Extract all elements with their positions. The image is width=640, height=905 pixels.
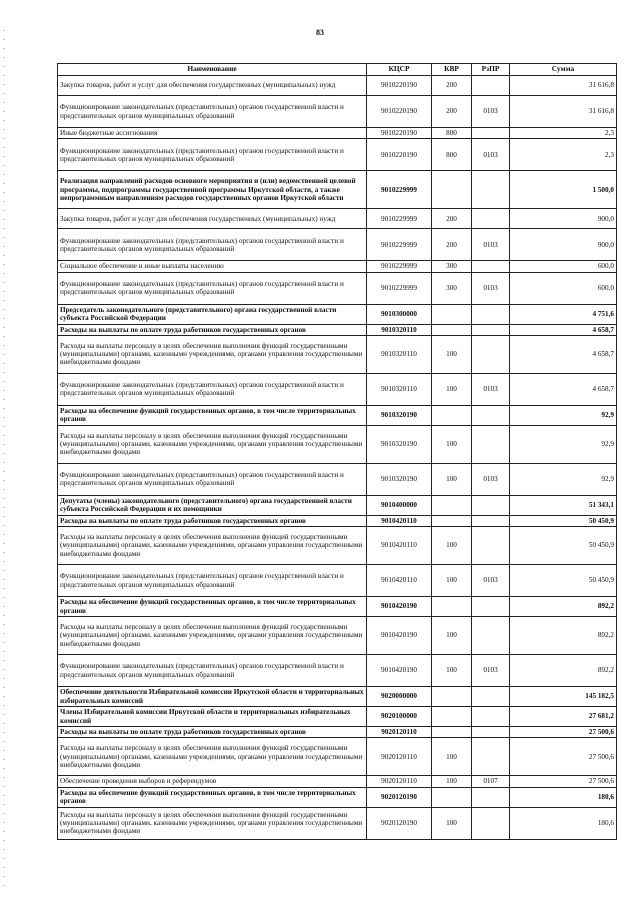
row-kvr [432, 304, 472, 324]
row-rzpr [472, 687, 510, 707]
table-body [58, 76, 617, 840]
row-name: Обеспечение проведения выборов и референдумов [58, 776, 367, 787]
row-kcsr: 9010229999 [367, 229, 432, 261]
row-kvr [432, 171, 472, 209]
table-row [58, 76, 617, 96]
header-rzpr: РзПР [472, 64, 510, 76]
row-sum: 892,2 [510, 655, 617, 687]
row-kvr [432, 707, 472, 727]
row-kvr [432, 787, 472, 807]
table-row [58, 495, 617, 515]
row-name: Члены Избирательной комиссии Иркутской области и территориальных избирательных комиссий [58, 707, 367, 727]
row-sum: 180,6 [510, 807, 617, 839]
table-row [58, 425, 617, 463]
row-name: Социальное обеспечение и иные выплаты населению [58, 261, 367, 272]
row-rzpr [472, 128, 510, 139]
row-name: Обеспечение деятельности Избирательной комиссии Иркутской области и территориальных избирательных комиссий [58, 687, 367, 707]
row-rzpr: 0103 [472, 272, 510, 304]
row-name: Расходы на обеспечение функций государственных органов, в том числе территориальных органов [58, 787, 367, 807]
row-sum: 145 182,5 [510, 687, 617, 707]
row-rzpr: 0103 [472, 229, 510, 261]
row-kvr: 200 [432, 209, 472, 229]
table-row [58, 139, 617, 171]
row-kvr: 100 [432, 565, 472, 597]
row-sum: 4 658,7 [510, 324, 617, 335]
table-row [58, 405, 617, 425]
row-name: Расходы на выплаты по оплате труда работников государственных органов [58, 727, 367, 738]
table-row [58, 304, 617, 324]
row-name: Функционирование законодательных (представительных) органов государственной власти и представительных органов муниципальных образований [58, 229, 367, 261]
row-rzpr [472, 707, 510, 727]
row-kvr: 100 [432, 335, 472, 373]
table-row [58, 738, 617, 776]
row-name: Закупка товаров, работ и услуг для обеспечения государственных (муниципальных) нужд [58, 76, 367, 96]
table-row [58, 335, 617, 373]
row-kcsr: 9010420110 [367, 565, 432, 597]
row-sum: 600,0 [510, 272, 617, 304]
row-rzpr [472, 527, 510, 565]
row-sum: 900,0 [510, 209, 617, 229]
row-name: Расходы на выплаты по оплате труда работников государственных органов [58, 515, 367, 526]
row-sum: 92,9 [510, 463, 617, 495]
row-name: Функционирование законодательных (представительных) органов государственной власти и представительных органов муниципальных образований [58, 655, 367, 687]
row-sum: 50 450,9 [510, 565, 617, 597]
row-sum: 51 343,1 [510, 495, 617, 515]
row-name: Функционирование законодательных (представительных) органов государственной власти и представительных органов муниципальных образований [58, 373, 367, 405]
row-sum: 900,0 [510, 229, 617, 261]
row-name: Функционирование законодательных (представительных) органов государственной власти и представительных органов муниципальных образований [58, 139, 367, 171]
row-name: Расходы на выплаты персоналу в целях обеспечения выполнения функций государственными (муниципальными) органами, казенными учреждениями, органами управления государственными внебюджетными фондами [58, 738, 367, 776]
table-row [58, 128, 617, 139]
row-sum: 892,2 [510, 617, 617, 655]
row-rzpr [472, 738, 510, 776]
row-name: Расходы на выплаты персоналу в целях обеспечения выполнения функций государственными (муниципальными) органами, казенными учреждениями, органами управления государственными внебюджетными фондами [58, 425, 367, 463]
header-sum: Сумма [510, 64, 617, 76]
table-row [58, 463, 617, 495]
row-kcsr: 9010400000 [367, 495, 432, 515]
row-rzpr [472, 405, 510, 425]
row-kvr: 100 [432, 425, 472, 463]
table-row [58, 96, 617, 128]
table-row [58, 617, 617, 655]
row-kvr: 300 [432, 272, 472, 304]
row-rzpr: 0103 [472, 565, 510, 597]
row-sum: 92,9 [510, 405, 617, 425]
row-kcsr: 9010220190 [367, 76, 432, 96]
table-row [58, 687, 617, 707]
page-number: 83 [316, 28, 324, 37]
table-row [58, 324, 617, 335]
row-rzpr [472, 787, 510, 807]
row-name: Функционирование законодательных (представительных) органов государственной власти и представительных органов муниципальных образований [58, 565, 367, 597]
row-rzpr [472, 495, 510, 515]
row-kcsr: 9010220190 [367, 128, 432, 139]
header-name: Наименование [58, 64, 367, 76]
row-sum: 27 500,6 [510, 727, 617, 738]
row-rzpr [472, 335, 510, 373]
row-sum: 4 658,7 [510, 335, 617, 373]
table-row [58, 727, 617, 738]
row-name: Расходы на выплаты персоналу в целях обеспечения выполнения функций государственными (муниципальными) органами, казенными учреждениями, органами управления государственными внебюджетными фондами [58, 527, 367, 565]
row-sum: 31 616,8 [510, 96, 617, 128]
row-sum: 27 500,6 [510, 776, 617, 787]
row-kcsr: 9010229999 [367, 171, 432, 209]
row-kcsr: 9010320190 [367, 425, 432, 463]
table-row [58, 209, 617, 229]
table-header-row [58, 64, 617, 76]
row-rzpr [472, 597, 510, 617]
row-kvr [432, 515, 472, 526]
row-name: Расходы на обеспечение функций государственных органов, в том числе территориальных органов [58, 597, 367, 617]
row-name: Председатель законодательного (представительного) органа государственной власти субъекта Российской Федерации [58, 304, 367, 324]
row-kcsr: 9010320110 [367, 335, 432, 373]
row-rzpr [472, 209, 510, 229]
row-name: Функционирование законодательных (представительных) органов государственной власти и представительных органов муниципальных образований [58, 272, 367, 304]
row-rzpr [472, 76, 510, 96]
row-name: Функционирование законодательных (представительных) органов государственной власти и представительных органов муниципальных образований [58, 96, 367, 128]
row-kcsr: 9010229999 [367, 209, 432, 229]
row-kcsr: 9020120110 [367, 776, 432, 787]
row-sum: 2,3 [510, 128, 617, 139]
header-kcsr: КЦСР [367, 64, 432, 76]
row-name: Депутаты (члены) законодательного (представительного) органа государственной власти субъекта Российской Федерации и их помощники [58, 495, 367, 515]
budget-table [57, 63, 617, 840]
row-kvr: 800 [432, 139, 472, 171]
row-kvr [432, 495, 472, 515]
row-rzpr [472, 515, 510, 526]
row-rzpr [472, 261, 510, 272]
scan-margin-dots [3, 30, 5, 890]
row-rzpr [472, 727, 510, 738]
table-row [58, 787, 617, 807]
table-row [58, 373, 617, 405]
row-kcsr: 9010220190 [367, 96, 432, 128]
table-row [58, 597, 617, 617]
row-rzpr [472, 425, 510, 463]
row-name: Расходы на обеспечение функций государственных органов, в том числе территориальных органов [58, 405, 367, 425]
row-sum: 50 450,9 [510, 515, 617, 526]
row-kvr: 200 [432, 96, 472, 128]
row-kcsr: 9010420110 [367, 527, 432, 565]
row-kcsr: 9010320110 [367, 324, 432, 335]
row-sum: 27 681,2 [510, 707, 617, 727]
row-kcsr: 9010300000 [367, 304, 432, 324]
row-kvr: 100 [432, 738, 472, 776]
row-kcsr: 9010320110 [367, 373, 432, 405]
row-name: Расходы на выплаты персоналу в целях обеспечения выполнения функций государственными (муниципальными) органами, казенными учреждениями, органами управления государственными внебюджетными фондами [58, 335, 367, 373]
row-kcsr: 9020120110 [367, 727, 432, 738]
row-kvr: 200 [432, 76, 472, 96]
row-sum: 2,3 [510, 139, 617, 171]
row-sum: 31 616,8 [510, 76, 617, 96]
row-kvr: 200 [432, 229, 472, 261]
row-kvr: 300 [432, 261, 472, 272]
row-rzpr: 0103 [472, 96, 510, 128]
table-row [58, 655, 617, 687]
row-sum: 1 500,0 [510, 171, 617, 209]
row-kcsr: 9010229999 [367, 272, 432, 304]
row-sum: 27 500,6 [510, 738, 617, 776]
row-name: Расходы на выплаты персоналу в целях обеспечения выполнения функций государственными (муниципальными) органами, казенными учреждениями, органами управления государственными внебюджетными фондами [58, 617, 367, 655]
header-kvr: КВР [432, 64, 472, 76]
row-kcsr: 9010420110 [367, 515, 432, 526]
row-kvr: 100 [432, 655, 472, 687]
table-row [58, 565, 617, 597]
row-kcsr: 9020120190 [367, 807, 432, 839]
row-kvr: 100 [432, 807, 472, 839]
row-rzpr: 0103 [472, 655, 510, 687]
table-row [58, 171, 617, 209]
row-kvr [432, 405, 472, 425]
row-kvr: 100 [432, 776, 472, 787]
row-kvr: 100 [432, 527, 472, 565]
row-kcsr: 9020120110 [367, 738, 432, 776]
table-row [58, 229, 617, 261]
row-sum: 50 450,9 [510, 527, 617, 565]
row-kcsr: 9010220190 [367, 139, 432, 171]
row-kvr [432, 597, 472, 617]
table-row [58, 527, 617, 565]
row-kvr [432, 687, 472, 707]
row-rzpr [472, 807, 510, 839]
row-rzpr [472, 617, 510, 655]
table-row [58, 776, 617, 787]
row-kvr: 100 [432, 463, 472, 495]
row-kcsr: 9010420190 [367, 597, 432, 617]
row-sum: 600,0 [510, 261, 617, 272]
row-sum: 180,6 [510, 787, 617, 807]
row-kcsr: 9010229999 [367, 261, 432, 272]
row-kvr: 100 [432, 373, 472, 405]
row-name: Расходы на выплаты персоналу в целях обеспечения выполнения функций государственными (муниципальными) органами, казенными учреждениями, органами управления государственными внебюджетными фондами [58, 807, 367, 839]
row-kvr [432, 727, 472, 738]
table-row [58, 261, 617, 272]
row-kcsr: 9020100000 [367, 707, 432, 727]
row-name: Расходы на выплаты по оплате труда работников государственных органов [58, 324, 367, 335]
table-row [58, 272, 617, 304]
row-kcsr: 9020000000 [367, 687, 432, 707]
row-name: Реализация направлений расходов основного мероприятия и (или) ведомственной целевой программы, подпрограммы государственной программы Иркутской области, а также непрограммным направлениям расходов государственных органов Иркутской области [58, 171, 367, 209]
row-kcsr: 9010320190 [367, 463, 432, 495]
row-sum: 4 751,6 [510, 304, 617, 324]
row-rzpr: 0107 [472, 776, 510, 787]
row-rzpr [472, 304, 510, 324]
row-kcsr: 9020120190 [367, 787, 432, 807]
row-name: Функционирование законодательных (представительных) органов государственной власти и представительных органов муниципальных образований [58, 463, 367, 495]
row-kvr [432, 324, 472, 335]
row-kvr: 800 [432, 128, 472, 139]
row-name: Иные бюджетные ассигнования [58, 128, 367, 139]
row-name: Закупка товаров, работ и услуг для обеспечения государственных (муниципальных) нужд [58, 209, 367, 229]
table-row [58, 707, 617, 727]
row-kcsr: 9010420190 [367, 617, 432, 655]
row-sum: 92,9 [510, 425, 617, 463]
row-kcsr: 9010420190 [367, 655, 432, 687]
table-row [58, 807, 617, 839]
row-kvr: 100 [432, 617, 472, 655]
row-rzpr [472, 171, 510, 209]
row-rzpr: 0103 [472, 139, 510, 171]
row-rzpr: 0103 [472, 373, 510, 405]
row-rzpr: 0103 [472, 463, 510, 495]
row-sum: 892,2 [510, 597, 617, 617]
row-rzpr [472, 324, 510, 335]
row-sum: 4 658,7 [510, 373, 617, 405]
row-kcsr: 9010320190 [367, 405, 432, 425]
table-row [58, 515, 617, 526]
